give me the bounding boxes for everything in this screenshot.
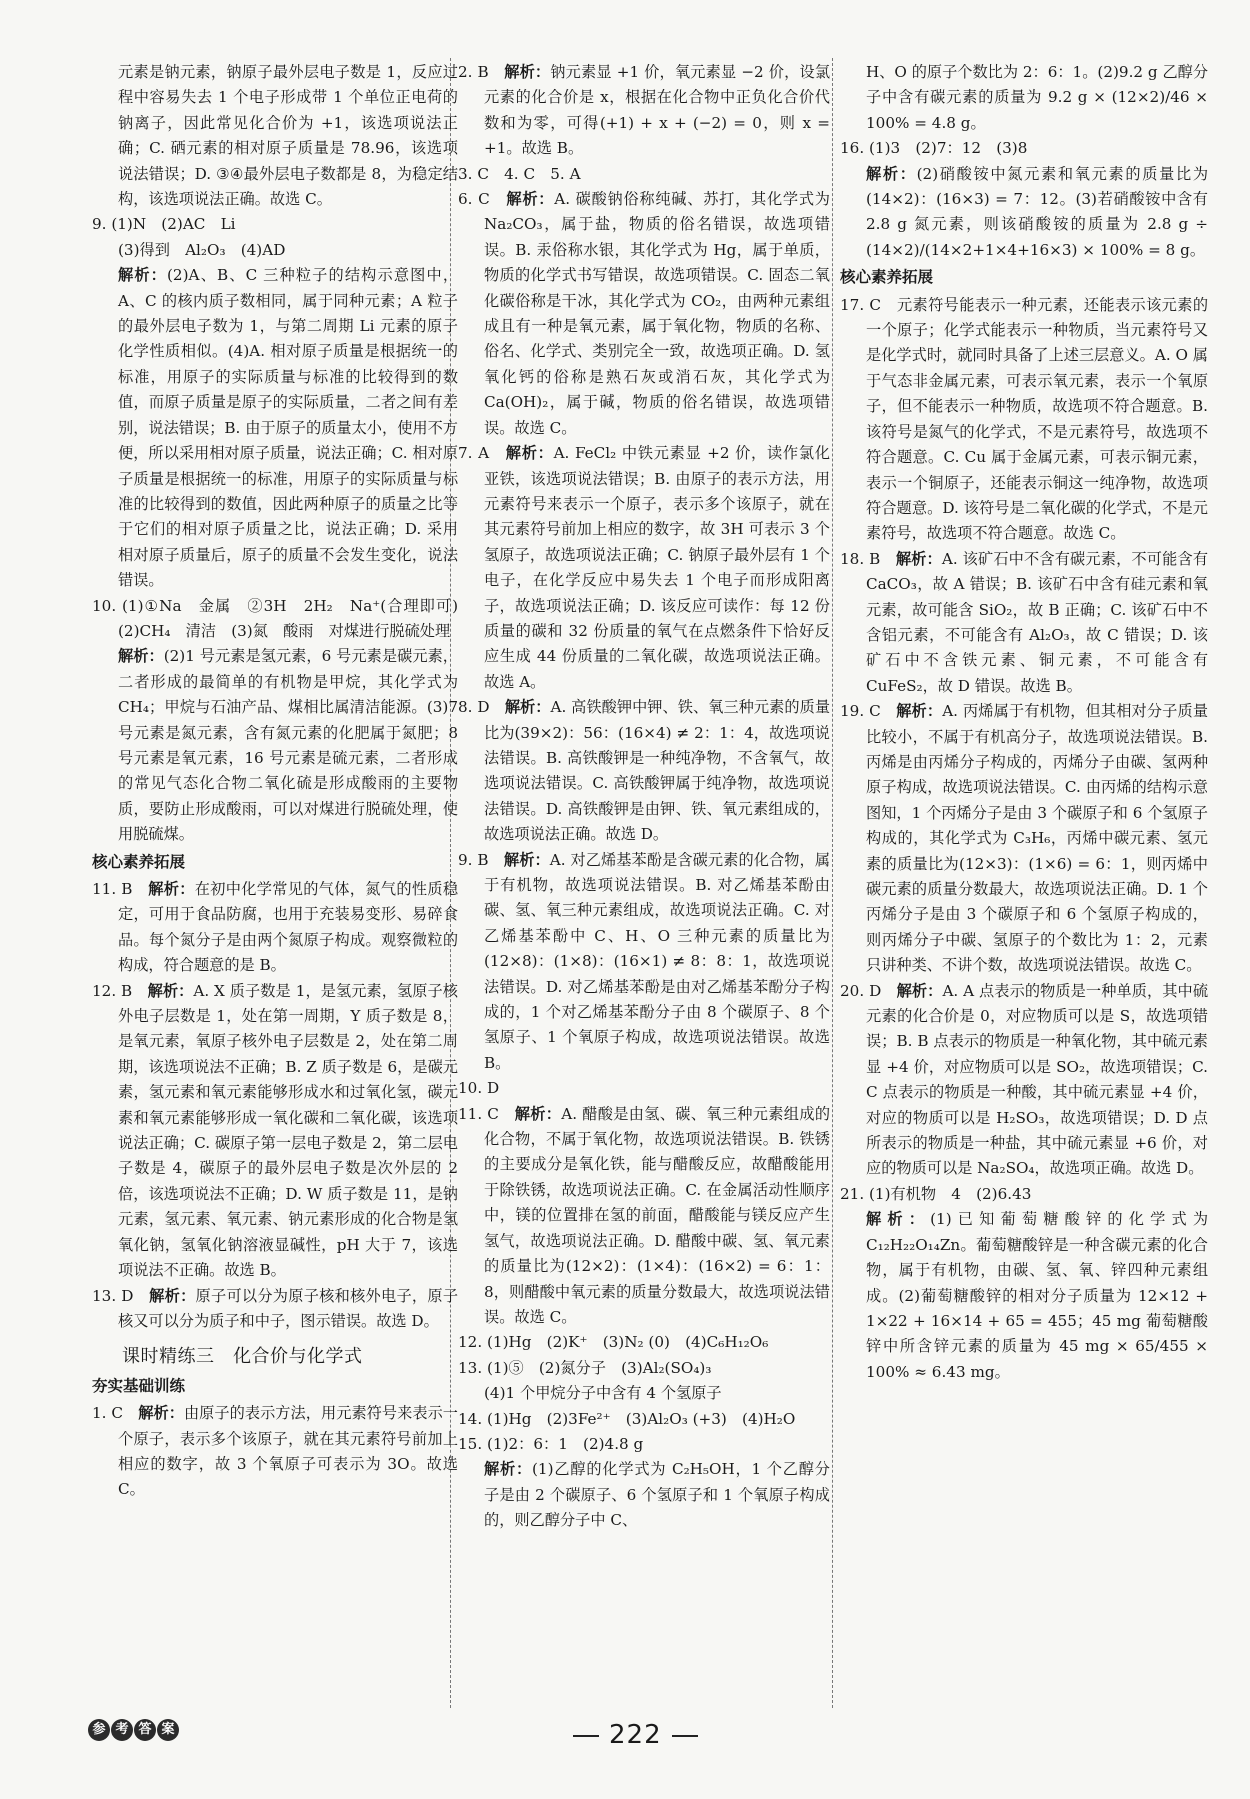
analysis-text: 原子可以分为原子核和核外电子，原子核又可以分为质子和中子，图示错误。故选 D。 — [118, 1286, 459, 1330]
analysis-paragraph — [92, 263, 458, 593]
badge-char: 案 — [157, 1719, 179, 1741]
analysis-label: 解析： — [118, 266, 167, 285]
analysis-text: A. 高铁酸钾中钾、铁、氧三种元素的质量比为(39×2)：56：(16×4) ≠ 2：1：4，故选项说法错误。B. 高铁酸钾是一种纯净物，不含氧气，故选项说法错误。C. 高铁酸钾属于纯净物，故选项说法错误。D. 高铁酸钾是由钾、铁、氧元素组成的，故选项说法正确。故选 D。 — [484, 698, 831, 844]
answer-item — [458, 60, 830, 162]
answer-number: 1. C — [92, 1404, 139, 1423]
analysis-label: 解析： — [506, 190, 555, 209]
answer-number: 9. B — [458, 850, 504, 869]
analysis-text: (1)已知葡萄糖酸锌的化学式为 C₁₂H₂₂O₁₄Zn。葡萄糖酸锌是一种含碳元素的化合物，属于有机物，由碳、氢、氧、锌四种元素组成。(2)葡萄糖酸锌的相对分子质量为 12×12 + 1×22 + 16×14 + 65 = 455；45 mg 葡萄糖酸锌中所含锌元素的质量为 45 mg × 65/455 × 100% ≈ 6.43 mg。 — [866, 1210, 1209, 1381]
badge-char: 考 — [111, 1719, 133, 1741]
lesson-title: 课时精练三 化合价与化学式 — [122, 1346, 363, 1368]
analysis-label: 解析： — [514, 1104, 562, 1123]
analysis-label: 解析： — [484, 1460, 532, 1479]
answer-line: 9. (1)N (2)AC Li — [92, 215, 236, 234]
analysis-label: 解析： — [505, 444, 554, 463]
analysis-label: 解析： — [118, 647, 164, 666]
analysis-label: 解析： — [896, 981, 943, 1000]
answer-column-2 — [458, 60, 830, 1534]
analysis-text: A. 该矿石中不含有碳元素，不可能含有 CaCO₃，故 A 错误；B. 该矿石中含有硅元素和氧元素，故可能含 SiO₂，故 B 正确；C. 该矿石中不含铝元素，不可能含有 Al₂O₃，故 C 错误；D. 该矿石中不含铁元素、铜元素，不可能含有 CuFeS₂，故 D 错误。故选 B。 — [866, 549, 1209, 695]
answer-number: 18. B — [840, 549, 896, 568]
answer-line: 15. (1)2：6：1 (2)4.8 g — [458, 1434, 644, 1453]
analysis-label: 解析： — [503, 850, 550, 869]
analysis-paragraph — [458, 1457, 830, 1533]
answer-number: 2. B — [458, 63, 505, 81]
analysis-text: 由原子的表示方法，用元素符号来表示一个原子，表示多个该原子，就在其元素符号前加上相应的数字，故 3 个氧原子可表示为 3O。故选 C。 — [118, 1404, 458, 1499]
answer-line: (4)1 个甲烷分子中含有 4 个氢原子 — [484, 1384, 722, 1403]
answer-item — [458, 848, 830, 1077]
analysis-text: (2)硝酸铵中氮元素和氧元素的质量比为(14×2)：(16×3) = 7：12。(3)若硝酸铵中含有 2.8 g 氮元素，则该硝酸铵的质量为 2.8 g ÷ (14×2)/(14×2+1×4+16×3) × 100% = 8 g。 — [866, 164, 1209, 259]
analysis-label: 解析： — [149, 1286, 196, 1305]
analysis-text: (2)1 号元素是氢元素，6 号元素是碳元素，二者形成的最简单的有机物是甲烷，其化学式为 CH₄；甲烷与石油产品、煤相比属清洁能源。(3)7 号元素是氮元素，含有氮元素的化肥属于氮肥；8 号元素是氧元素，16 号元素是硫元素，二者形成的常见气态化合物二氧化硫是形成酸雨的主要物质，要防止形成酸雨，可以对煤进行脱硫处理，使用脱硫煤。 — [118, 647, 458, 844]
answer-number: 17. C — [840, 295, 897, 314]
analysis-text: A. 丙烯属于有机物，但其相对分子质量比较小，不属于有机高分子，故选项说法错误。B. 丙烯是由丙烯分子构成的，丙烯分子由碳、氢两种原子构成，故选项说法错误。C. 由丙烯的结构示意图知，1 个丙烯分子是由 3 个碳原子和 6 个氢原子构成的，其化学式为 C₃H₆，丙烯中碳元素、氢元素的质量比为(12×3)：(1×6) = 6：1，则丙烯中碳元素的质量分数最大，故选项说法正确。D. 1 个丙烯分子是由 3 个碳原子和 6 个氢原子构成的，则丙烯分子中碳、氢原子的个数比为 1：2，元素只讲种类、不讲个数，故选项说法错误。故选 C。 — [866, 702, 1209, 975]
section-heading: 核心素养拓展 — [840, 268, 934, 287]
answer-number: 20. D — [840, 981, 897, 1000]
analysis-paragraph — [92, 644, 458, 847]
analysis-label: 解析： — [866, 164, 917, 183]
analysis-text: 在初中化学常见的气体，氮气的性质稳定，可用于食品防腐，也用于充装易变形、易碎食品。每个氮分子是由两个氮原子构成。观察微粒的构成，符合题意的是 B。 — [118, 880, 459, 975]
answer-line: 16. (1)3 (2)7：12 (3)8 — [840, 139, 1028, 158]
analysis-label: 解析： — [504, 63, 551, 81]
answer-item — [840, 547, 1208, 699]
answer-line: 12. (1)Hg (2)K⁺ (3)N₂ (0) (4)C₆H₁₂O₆ — [458, 1333, 769, 1352]
analysis-paragraph — [840, 162, 1208, 264]
analysis-text: A. A 点表示的物质是一种单质，其中硫元素的化合价是 0，对应物质可以是 S，故选项错误；B. B 点表示的物质是一种氧化物，其中硫元素显 +4 价，对应物质可以是 SO₂，故选项错误；C. C 点表示的物质是一种酸，其中硫元素显 +4 价，对应的物质可以是 H₂SO₃，故选项错误；D. D 点所表示的物质是一种盐，其中硫元素显 +6 价，对应的物质可以是 Na₂SO₄，故选项正确。故选 D。 — [866, 981, 1209, 1178]
answer-column-3 — [840, 60, 1208, 1385]
answer-item — [92, 1284, 458, 1335]
answer-line: 14. (1)Hg (2)3Fe²⁺ (3)Al₂O₃ (+3) (4)H₂O — [458, 1409, 796, 1428]
analysis-text: 元素符号能表示一种元素，还能表示该元素的一个原子；化学式能表示一种物质，当元素符号又是化学式时，就同时具备了上述三层意义。A. O 属于气态非金属元素，可表示氧元素，表示一个氧原子，但不能表示一种物质，故选项不符合题意。B. 该符号是氮气的化学式，不是元素符号，故选项不符合题意。C. Cu 属于金属元素，可表示铜元素，表示一个铜原子，还能表示铜这一纯净物，故选项符合题意。D. 该符号是二氧化碳的化学式，不是元素符号，故选项不符合题意。故选 C。 — [866, 295, 1209, 543]
answer-line: 10. (1)①Na 金属 ②3H 2H₂ Na⁺(合理即可) (2)CH₄ 清洁 (3)氮 酸雨 对煤进行脱硫处理 — [92, 596, 474, 640]
analysis-text: A. 碳酸钠俗称纯碱、苏打，其化学式为 Na₂CO₃，属于盐，物质的俗名错误，故选项错误。B. 汞俗称水银，其化学式为 Hg，属于单质，物质的化学式书写错误，故选项错误。C. 固态二氧化碳俗称是干冰，其化学式为 CO₂，由两种元素组成且有一种是氧元素，属于氧化物，物质的名称、俗名、化学式、类别完全一致，故选项正确。D. 氢氧化钙的俗称是熟石灰或消石灰，其化学式为 Ca(OH)₂，属于碱，物质的俗名错误，故选项错误。故选 C。 — [484, 190, 830, 437]
answer-line: 3. C 4. C 5. A — [458, 164, 581, 183]
answer-item — [92, 877, 458, 979]
page-number: 222 — [563, 1720, 708, 1750]
answer-number: 13. D — [92, 1286, 150, 1305]
answer-column-1 — [92, 60, 474, 1503]
answer-line: 13. (1)⑤ (2)氮分子 (3)Al₂(SO₄)₃ — [458, 1358, 712, 1377]
answer-line: H、O 的原子个数比为 2：6：1。(2)9.2 g 乙醇分子中含有碳元素的质量为 9.2 g × (12×2)/46 × 100% = 4.8 g。 — [866, 63, 1209, 132]
answer-item — [840, 699, 1208, 978]
analysis-label: 解析： — [147, 981, 194, 1000]
answer-number: 8. D — [458, 698, 505, 717]
answer-line: (3)得到 Al₂O₃ (4)AD — [118, 240, 286, 259]
answer-line: 10. D — [458, 1079, 500, 1098]
badge-char: 答 — [134, 1719, 156, 1741]
answer-item — [458, 695, 830, 847]
answer-item — [458, 1102, 830, 1331]
answer-number: 6. C — [458, 190, 507, 209]
reference-answer-badge — [88, 1719, 180, 1741]
answer-number: 11. C — [458, 1104, 515, 1123]
section-heading: 夯实基础训练 — [92, 1376, 186, 1395]
analysis-text: 钠元素显 +1 价，氧元素显 −2 价，设氯元素的化合价是 x，根据在化合物中正负化合价代数和为零，可得(+1) + x + (−2) = 0，则 x = +1。故选 B。 — [484, 63, 831, 158]
analysis-text: (1)乙醇的化学式为 C₂H₅OH，1 个乙醇分子是由 2 个碳原子、6 个氢原子和 1 个氧原子构成的，则乙醇分子中 C、 — [484, 1460, 830, 1530]
column-divider — [832, 58, 834, 1708]
analysis-label: 解析： — [138, 1404, 184, 1423]
answer-item — [840, 293, 1208, 547]
analysis-text: A. 对乙烯基苯酚是含碳元素的化合物，属于有机物，故选项说法错误。B. 对乙烯基苯酚由碳、氢、氧三种元素组成，故选项说法正确。C. 对乙烯基苯酚中 C、H、O 三种元素的质量比为(12×8)：(1×8)：(16×1) ≠ 8：8：1，故选项说法错误。D. 对乙烯基苯酚是由对乙烯基苯酚分子构成的，1 个对乙烯基苯酚分子由 8 个碳原子、8 个氢原子、1 个氧原子构成，故选项说法错误。故选 B。 — [484, 850, 831, 1072]
answer-number: 11. B — [92, 880, 149, 898]
answer-number: 12. B — [92, 981, 148, 1000]
badge-char: 参 — [88, 1719, 110, 1741]
answer-line: 21. (1)有机物 4 (2)6.43 — [840, 1184, 1032, 1203]
analysis-text: A. FeCl₂ 中铁元素显 +2 价，读作氯化亚铁，该选项说法错误；B. 由原子的表示方法，用元素符号来表示一个原子，表示多个该原子，就在其元素符号前加上相应的数字，故 3H 可表示 3 个氢原子，故选项说法正确；C. 钠原子最外层有 1 个电子，在化学反应中易失去 1 个电子而形成阳离子，故选项说法正确；D. 该反应可读作：每 12 份质量的碳和 32 份质量的氧气在点燃条件下恰好反应生成 44 份质量的二氧化碳，故选项说法正确。故选 A。 — [484, 444, 830, 691]
analysis-label: 解析： — [895, 549, 942, 568]
answer-number: 19. C — [840, 702, 897, 721]
analysis-text: A. 醋酸是由氢、碳、氧三种元素组成的化合物，不属于氧化物，故选项说法错误。B. 铁锈的主要成分是氧化铁，能与醋酸反应，故醋酸能用于除铁锈，故选项说法正确。C. 在金属活动性顺序中，镁的位置排在氢的前面，醋酸能与镁反应产生氢气，故选项说法正确。D. 醋酸中碳、氢、氧元素的质量比为(12×2)：(1×4)：(16×2) = 6：1：8，则醋酸中氧元素的质量分数最大，故选项说法错误。故选 C。 — [484, 1104, 831, 1326]
analysis-label: 解析： — [504, 698, 551, 717]
answer-item — [840, 979, 1208, 1182]
answer-item — [458, 187, 830, 441]
analysis-label: 解析： — [148, 880, 195, 898]
answer-item — [458, 441, 830, 695]
answer-item — [92, 1401, 458, 1503]
answer-number: 7. A — [458, 444, 506, 463]
analysis-label: 解析： — [866, 1210, 931, 1229]
analysis-text: (2)A、B、C 三种粒子的结构示意图中，A、C 的核内质子数相同，属于同种元素；A 粒子的最外层电子数为 1，与第二周期 Li 元素的原子化学性质相似。(4)A. 相对原子质量是根据统一的标准，用原子的实际质量与标准的比较得到的数值，而原子质量是原子的实际质量，二者之间有差别，说法错误；B. 由于原子的质量太小，使用不方便，所以采用相对原子质量，说法正确；C. 相对原子质量是根据统一的标准，用原子的实际质量与标准的比较得到的数值，因此两种原子的质量之比等于它们的相对原子质量之比，说法正确；D. 采用相对原子质量后，原子的质量不会发生变化，说法错误。 — [118, 266, 459, 590]
analysis-label: 解析： — [896, 702, 943, 721]
section-heading: 核心素养拓展 — [92, 852, 186, 871]
analysis-paragraph — [840, 1207, 1208, 1385]
answer-line: 元素是钠元素，钠原子最外层电子数是 1，反应过程中容易失去 1 个电子形成带 1 个单位正电荷的钠离子，因此常见化合价为 +1，该选项说法正确；C. 硒元素的相对原子质量是 78.96，该选项说法错误；D. ③④最外层电子数都是 8，为稳定结构，该选项说法正确。故选 C。 — [118, 63, 458, 209]
analysis-text: A. X 质子数是 1，是氢元素，氢原子核外电子层数是 1，处在第一周期，Y 质子数是 8，是氧元素，氧原子核外电子层数是 2，处在第二周期，该选项说法不正确；B. Z 质子数是 6，是碳元素，氢元素和氧元素能够形成水和过氧化氢，碳元素和氧元素能够形成一氧化碳和二氧化碳，该选项说法正确；C. 碳原子第一层电子数是 2，第二层电子数是 4，碳原子的最外层电子数是次外层的 2 倍，该选项说法不正确；D. W 质子数是 11，是钠元素，氢元素、氧元素、钠元素形成的化合物是氢氧化钠，氢氧化钠溶液显碱性，pH 大于 7，该选项说法不正确。故选 B。 — [118, 981, 458, 1280]
answer-item — [92, 979, 458, 1284]
